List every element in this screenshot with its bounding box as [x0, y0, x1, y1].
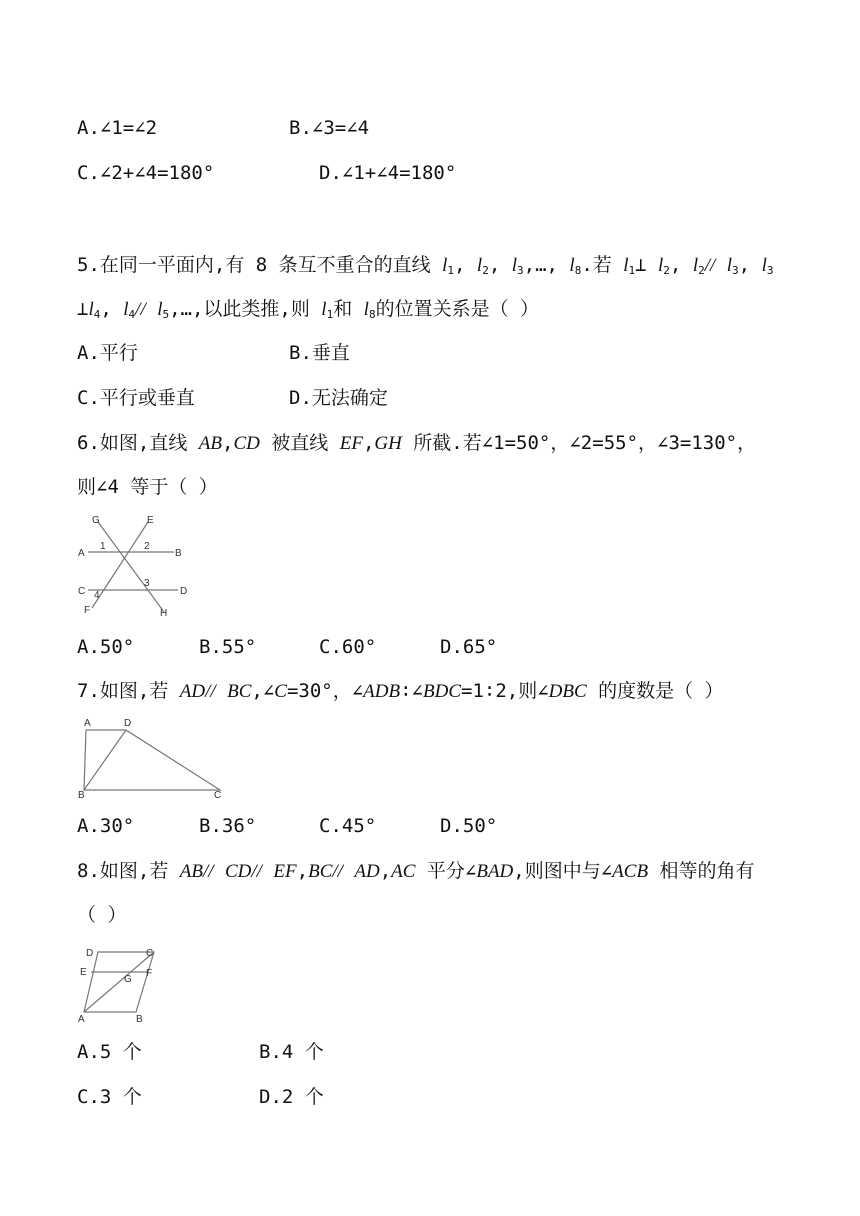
q8-stem-line2: （ ） — [77, 904, 127, 926]
var-l: l — [88, 299, 94, 320]
var: CD — [233, 433, 260, 454]
diagonal-ac — [84, 952, 154, 1012]
label-a: A — [84, 718, 91, 729]
label-c: C — [78, 586, 86, 597]
label-b: B — [78, 790, 85, 801]
q6-stem-line1 — [77, 430, 756, 457]
q6-option-c[interactable]: C.60° — [319, 636, 377, 658]
q6-text: 6.如图,直线 — [77, 432, 199, 454]
q5-option-b[interactable]: B.垂直 — [289, 342, 350, 364]
sep: .若 — [581, 254, 624, 276]
sub: 8 — [574, 264, 582, 277]
q4-option-d[interactable]: D.∠1+∠4=180° — [319, 162, 457, 184]
var: ADB — [363, 681, 401, 702]
label-h: H — [160, 608, 168, 619]
q5-text: 和 — [333, 298, 364, 320]
var-l: l — [442, 255, 448, 276]
q7-text: ∶∠ — [400, 680, 423, 702]
var-l: l — [569, 255, 575, 276]
label-c: C — [146, 948, 154, 959]
label-1: 1 — [100, 541, 106, 552]
q7-option-b[interactable]: B.36° — [199, 815, 257, 837]
q8-text: 相等的角有 — [648, 860, 755, 882]
q8-figure — [78, 942, 168, 1025]
label-3: 3 — [144, 578, 150, 589]
label-g: G — [124, 974, 132, 985]
perp-symbol: ⊥ — [77, 298, 89, 320]
q8-text: 平分∠ — [415, 860, 477, 882]
q6-option-d[interactable]: D.65° — [440, 636, 498, 658]
q8-option-b[interactable]: B.4 个 — [259, 1041, 324, 1063]
label-a: A — [78, 548, 85, 559]
label-c: C — [214, 790, 222, 801]
label-g: G — [92, 515, 100, 526]
sub: 3 — [766, 264, 774, 277]
var: ACB — [612, 861, 649, 882]
label-b: B — [136, 1014, 143, 1025]
sep: , — [296, 860, 309, 882]
q4-option-b[interactable]: B.∠3=∠4 — [289, 117, 370, 139]
sub: 3 — [732, 264, 739, 277]
var-l: l — [363, 299, 369, 320]
sub: 5 — [162, 308, 170, 321]
q5-stem-line2 — [77, 296, 539, 328]
q8-text: ,则图中与∠ — [513, 860, 613, 882]
var: EF — [339, 433, 363, 454]
label-a: A — [78, 1014, 85, 1025]
q7-text: 的度数是（ ） — [586, 680, 724, 702]
var: BC — [227, 681, 252, 702]
q5-number: 5. — [77, 254, 100, 276]
label-b: B — [175, 548, 182, 559]
var: BAD — [476, 861, 514, 882]
var-l: l — [511, 255, 517, 276]
var-l: l — [123, 299, 129, 320]
line-gh — [98, 522, 164, 612]
q6-option-b[interactable]: B.55° — [199, 636, 257, 658]
var: EF — [273, 861, 297, 882]
sub: 2 — [698, 264, 705, 277]
sep: , — [221, 432, 234, 454]
var-l: l — [658, 255, 664, 276]
var: GH — [374, 433, 402, 454]
label-f: F — [84, 605, 91, 616]
q6-stem-line2: 则∠4 等于（ ） — [77, 476, 218, 498]
q7-text: ,∠ — [251, 680, 275, 702]
parallel-symbol: // — [205, 681, 216, 702]
q7-option-a[interactable]: A.30° — [77, 815, 135, 837]
q5-option-c[interactable]: C.平行或垂直 — [77, 387, 195, 409]
q5-stem-line1 — [77, 252, 773, 284]
var: BDC — [423, 681, 461, 702]
sep: , — [738, 254, 751, 276]
line-ef — [92, 522, 148, 608]
q5-option-a[interactable]: A.平行 — [77, 342, 138, 364]
q4-option-a[interactable]: A.∠1=∠2 — [77, 117, 158, 139]
sub: 1 — [447, 264, 454, 277]
var: CD — [225, 861, 252, 882]
sub: 1 — [628, 264, 636, 277]
q7-stem — [77, 678, 724, 705]
q5-text: 的位置关系是（ ） — [375, 298, 540, 320]
var-l: l — [623, 255, 629, 276]
q8-stem-line1 — [77, 858, 755, 885]
label-d: D — [180, 586, 188, 597]
label-f: F — [146, 968, 153, 979]
label-e: E — [80, 967, 87, 978]
sep: , — [379, 860, 392, 882]
q5-option-d[interactable]: D.无法确定 — [289, 387, 388, 409]
parallel-symbol: // — [332, 861, 343, 882]
q7-figure — [78, 714, 228, 801]
q6-option-a[interactable]: A.50° — [77, 636, 135, 658]
label-4: 4 — [94, 590, 100, 601]
label-d: D — [124, 718, 132, 729]
sep: , — [100, 298, 112, 320]
q7-option-d[interactable]: D.50° — [440, 815, 498, 837]
q6-figure — [78, 512, 198, 620]
q8-option-d[interactable]: D.2 个 — [259, 1086, 324, 1108]
var: AB — [179, 861, 203, 882]
label-e: E — [147, 515, 154, 526]
parallel-symbol: // — [135, 299, 146, 320]
var-l: l — [726, 255, 733, 276]
var-l: l — [157, 299, 163, 320]
q7-option-c[interactable]: C.45° — [319, 815, 377, 837]
sep: , — [454, 254, 466, 276]
perp-symbol: ⊥ — [635, 254, 647, 276]
var: AD — [354, 861, 380, 882]
sub: 2 — [482, 264, 489, 277]
sep: , — [362, 432, 375, 454]
sub: 2 — [663, 264, 670, 277]
sub: 1 — [326, 308, 334, 321]
q7-text: =1∶2,则∠ — [461, 680, 549, 702]
sub: 8 — [368, 308, 376, 321]
var: AD — [179, 681, 206, 702]
var-l: l — [476, 255, 483, 276]
sep: , — [488, 254, 501, 276]
q5-text: 在同一平面内,有 8 条互不重合的直线 — [99, 254, 443, 276]
sub: 3 — [517, 264, 524, 277]
sep: ,…, — [523, 254, 558, 276]
q5-text: ,…,以此类推,则 — [169, 298, 322, 320]
parallel-symbol: // — [704, 255, 716, 276]
var-l: l — [321, 299, 327, 320]
q6-text: 被直线 — [259, 432, 340, 454]
q8-text: 8.如图,若 — [77, 860, 180, 882]
parallel-symbol: // — [202, 861, 214, 882]
sub: 4 — [128, 308, 136, 321]
sub: 4 — [93, 308, 101, 321]
label-d: D — [86, 948, 94, 959]
var: C — [274, 681, 287, 702]
var-l: l — [761, 255, 767, 276]
parallel-symbol: // — [251, 861, 262, 882]
var: BC — [308, 861, 333, 882]
q8-option-a[interactable]: A.5 个 — [77, 1041, 142, 1063]
q4-option-c[interactable]: C.∠2+∠4=180° — [77, 162, 215, 184]
q6-text: 所截.若∠1=50°，∠2=55°，∠3=130°， — [401, 432, 757, 454]
var-l: l — [692, 255, 699, 276]
q7-text: =30°，∠ — [286, 680, 364, 702]
var: DBC — [548, 681, 587, 702]
label-2: 2 — [144, 541, 150, 552]
q7-text: 7.如图,若 — [77, 680, 180, 702]
diagonal-bd — [84, 730, 126, 790]
var: AC — [391, 861, 416, 882]
var: AB — [198, 433, 222, 454]
sep: , — [669, 254, 682, 276]
q8-option-c[interactable]: C.3 个 — [77, 1086, 142, 1108]
